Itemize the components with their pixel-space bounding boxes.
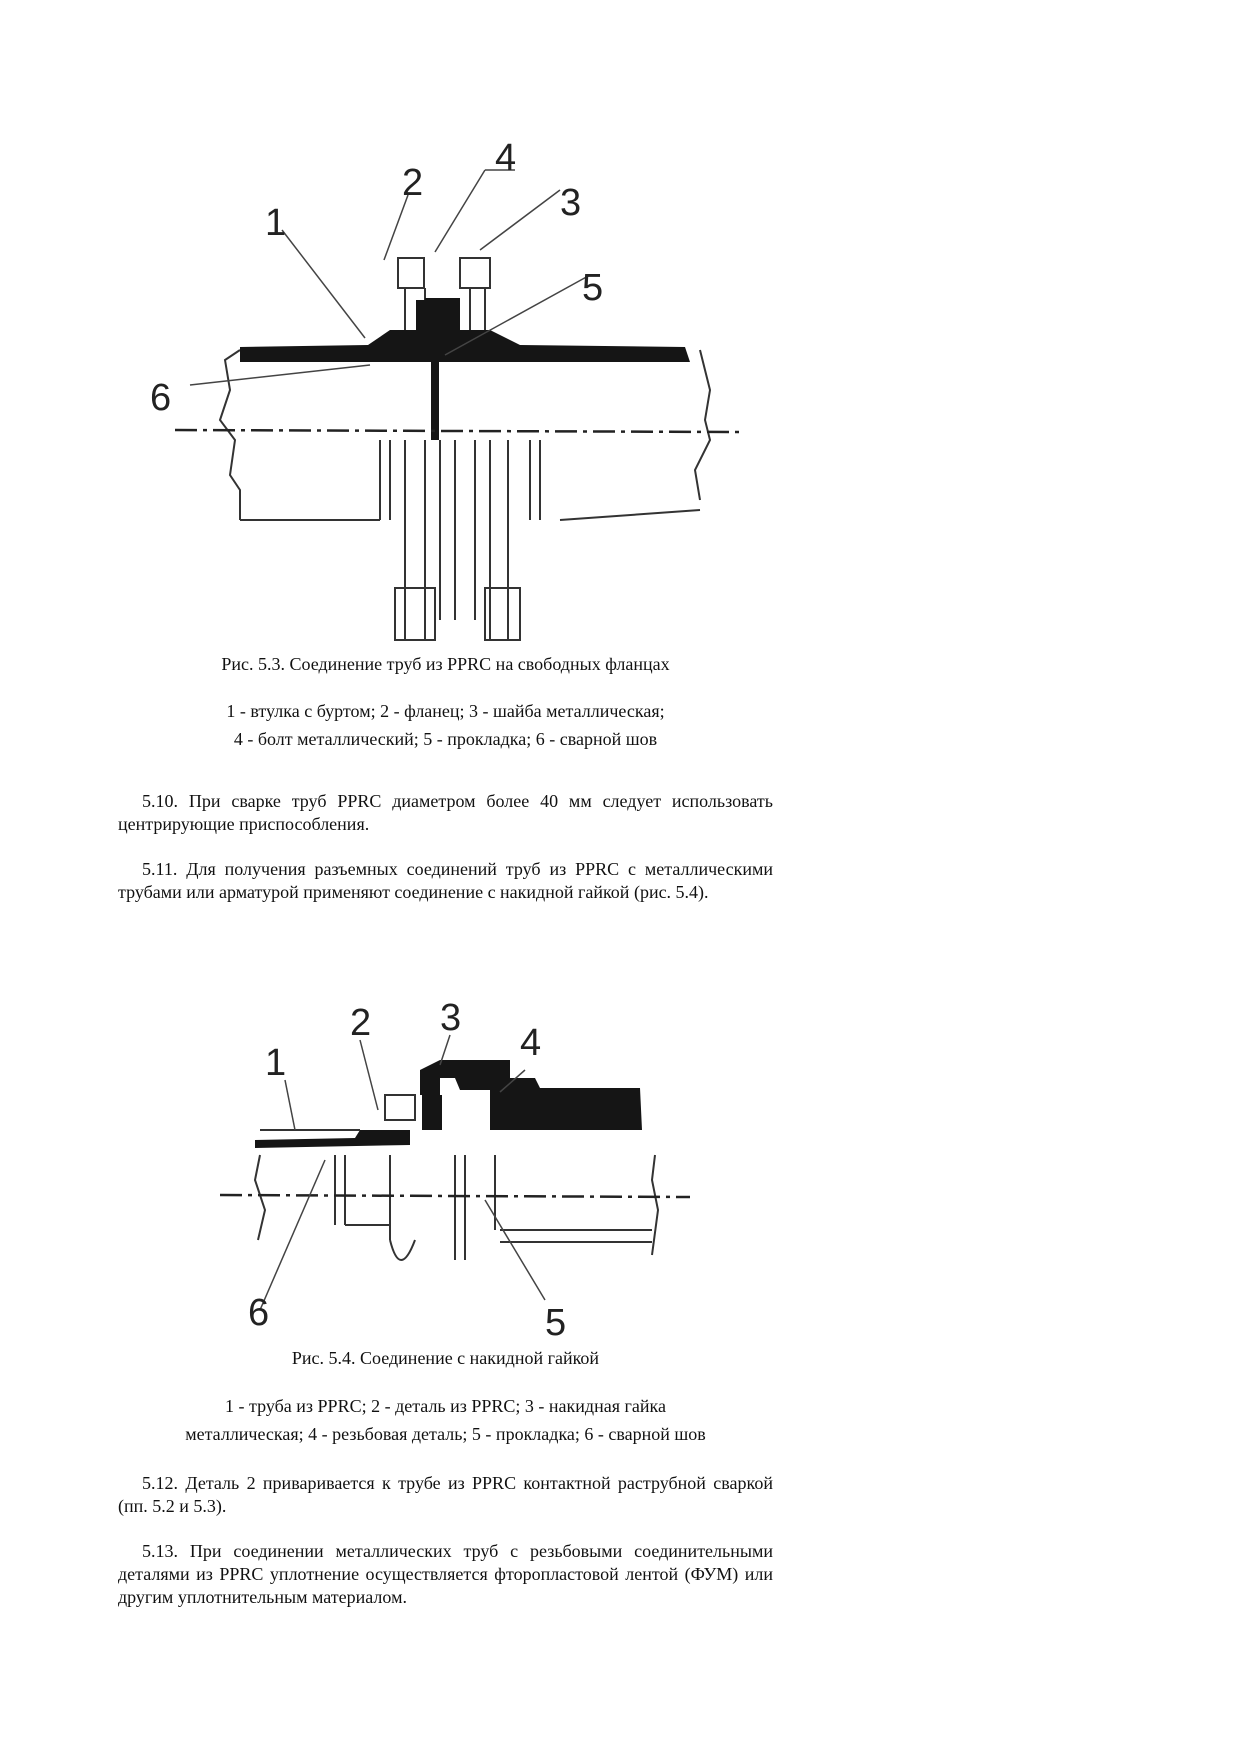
legend-line: металлическая; 4 - резьбовая деталь; 5 - прокладка; 6 - сварной шов bbox=[185, 1424, 706, 1444]
callout-3: 3 bbox=[560, 182, 582, 224]
callout-1: 1 bbox=[265, 202, 287, 244]
callout-5: 5 bbox=[582, 267, 604, 309]
callout-6: 6 bbox=[248, 1292, 270, 1334]
figure-5-4-legend bbox=[118, 1392, 773, 1448]
paragraph-5-13: 5.13. При соединении металлических труб с резьбовыми соединительными деталями из PPRC уплотнение осуществляется фторопластовой лентой (ФУМ) или другим уплотнительным материалом. bbox=[118, 1541, 773, 1607]
callout-6: 6 bbox=[150, 377, 172, 419]
paragraph-5-10: 5.10. При сварке труб PPRC диаметром более 40 мм следует использовать центрирующие приспособления. bbox=[118, 791, 773, 834]
paragraph-5-11: 5.11. Для получения разъемных соединений труб из PPRC с металлическими трубами или арматурой применяют соединение с накидной гайкой (рис. 5.4). bbox=[118, 859, 773, 902]
callout-4: 4 bbox=[520, 1022, 542, 1064]
legend-line: 4 - болт металлический; 5 - прокладка; 6 - сварной шов bbox=[233, 729, 658, 749]
legend-line: 1 - труба из PPRC; 2 - деталь из PPRC; 3 - накидная гайка bbox=[225, 1396, 666, 1416]
callout-5: 5 bbox=[545, 1302, 567, 1344]
callout-4: 4 bbox=[495, 140, 517, 179]
callout-1: 1 bbox=[265, 1042, 287, 1084]
figure-5-3-caption: Рис. 5.3. Соединение труб из PPRC на свободных фланцах bbox=[221, 654, 670, 674]
figure-5-3-drawing bbox=[140, 140, 780, 660]
figure-5-4-drawing bbox=[200, 980, 700, 1350]
legend-line: 1 - втулка с буртом; 2 - фланец; 3 - шайба металлическая; bbox=[226, 701, 665, 721]
callout-2: 2 bbox=[350, 1002, 372, 1044]
callout-3: 3 bbox=[440, 997, 462, 1039]
callout-2: 2 bbox=[402, 162, 424, 204]
figure-5-4-caption: Рис. 5.4. Соединение с накидной гайкой bbox=[291, 1348, 600, 1368]
paragraph-5-12: 5.12. Деталь 2 приваривается к трубе из PPRC контактной раструбной сваркой (пп. 5.2 и 5.3). bbox=[118, 1473, 773, 1516]
figure-5-3-legend bbox=[118, 697, 773, 753]
